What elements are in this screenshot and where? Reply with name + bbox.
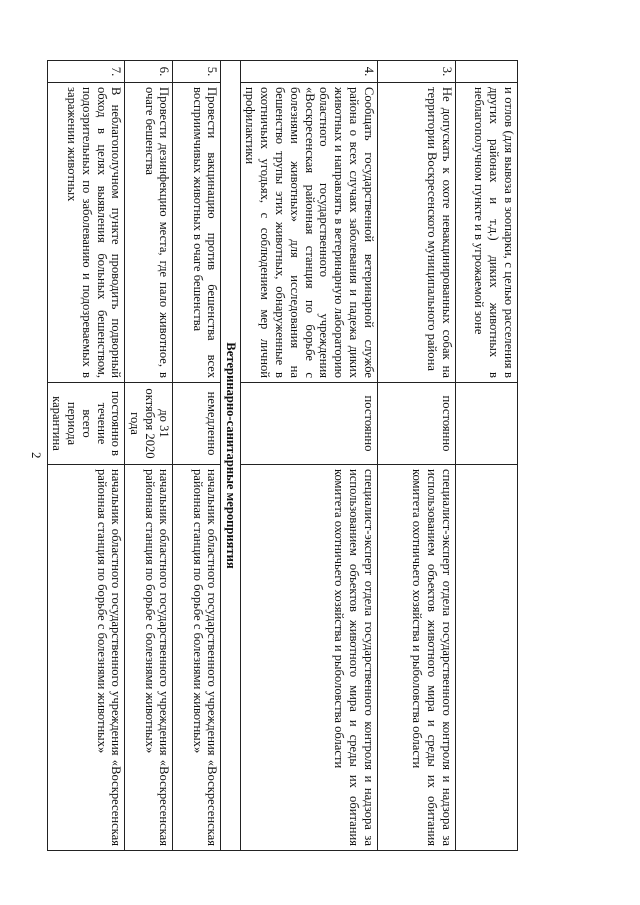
responsible-cell: начальник областного государственного учреждения «Воскресенская районная станция по борьбе с болезнями животных» <box>173 465 221 851</box>
measure-cell: В неблагополучном пункте проводить подворный обход в целях выявления больных бешенством, подозрительных по заболеванию и подозреваемых в заражении животных <box>48 83 125 383</box>
responsible-cell: начальник областного государственного учреждения «Воскресенская районная станция по борьбе с болезнями животных» <box>48 465 125 851</box>
section-header-row <box>221 61 241 851</box>
row-number: 3. <box>378 61 456 83</box>
deadline-cell: постоянно <box>378 383 456 465</box>
deadline-cell <box>456 383 518 465</box>
measure-cell: и отлов (для вывоза в зоопарки, с целью расселения в других районах и т.д.) диких животных в неблагополучном пункте и в угрожаемой зоне <box>456 83 518 383</box>
measure-cell: Сообщать государственной ветеринарной службе района о всех случаях заболевания и падежа диких животных и направлять в ветеринарную лабораторию областного государственного учреждения «Воскресенская районная станция по борьбе с болезнями животных» для исследования на бешенство трупы этих животных, обнаруженные в охотничьих угодьях, с соблюдением мер личной профилактики <box>241 83 378 383</box>
section-title: Ветеринарно-санитарные мероприятия <box>221 61 241 851</box>
row-number <box>456 61 518 83</box>
table-row <box>48 61 125 851</box>
table-row <box>456 61 518 851</box>
measure-cell: Не допускать к охоте невакцинированных собак на территории Воскресенского муниципального района <box>378 83 456 383</box>
table-row <box>173 61 221 851</box>
row-number: 5. <box>173 61 221 83</box>
row-number: 4. <box>241 61 378 83</box>
measures-table <box>47 60 518 851</box>
table-row <box>241 61 378 851</box>
measure-cell: Провести дезинфекцию места, где пало животное, в очаге бешенства <box>125 83 173 383</box>
responsible-cell: начальник областного государственного учреждения «Воскресенская районная станция по борьбе с болезнями животных» <box>125 465 173 851</box>
responsible-cell: специалист-эксперт отдела государственного контроля и надзора за использованием объектов животного мира и среды их обитания комитета охотничьего хозяйства и рыболовства области <box>378 465 456 851</box>
table-row <box>125 61 173 851</box>
measures-table-container <box>49 60 518 850</box>
row-number: 7. <box>48 61 125 83</box>
responsible-cell: специалист-эксперт отдела государственного контроля и надзора за использованием объектов животного мира и среды их обитания комитета охотничьего хозяйства и рыболовства области <box>241 465 378 851</box>
table-row <box>378 61 456 851</box>
deadline-cell: постоянно в течение всего периода карантина <box>48 383 125 465</box>
responsible-cell <box>456 465 518 851</box>
deadline-cell: постоянно <box>241 383 378 465</box>
deadline-cell: немедленно <box>173 383 221 465</box>
measure-cell: Провести вакцинацию против бешенства всех восприимчивых животных в очаге бешенства <box>173 83 221 383</box>
deadline-cell: до 31 октября 2020 года <box>125 383 173 465</box>
page-number: 2 <box>29 452 44 459</box>
row-number: 6. <box>125 61 173 83</box>
